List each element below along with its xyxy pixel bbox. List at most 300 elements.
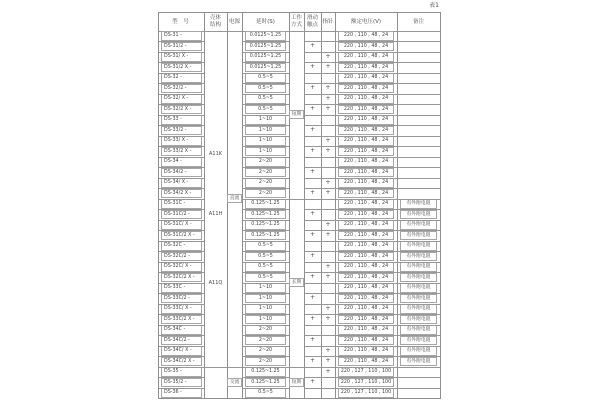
header-remark — [397, 13, 440, 31]
header-delay-label: 延时(S) — [256, 18, 275, 25]
voltage-box: 220 , 127 , 110 , 100 — [338, 367, 394, 377]
model-box: DS-31C/ X - — [161, 220, 202, 230]
slide-contact-cell — [304, 220, 321, 231]
row-separator — [304, 146, 440, 147]
delay-box: 0.125~1.25 — [245, 231, 286, 241]
remark-box: 有外附电阻 — [400, 346, 437, 356]
voltage-cell — [335, 262, 397, 273]
delay-box: 0.5~5 — [245, 241, 286, 251]
slide-contact-cell — [304, 115, 321, 126]
pointer-cell: + — [325, 84, 331, 92]
voltage-cell — [335, 52, 397, 63]
row-separator — [242, 52, 289, 53]
remark-cell — [397, 157, 440, 168]
row-separator — [242, 199, 289, 200]
model-cell — [159, 314, 204, 325]
row-separator — [159, 52, 204, 53]
model-cell — [159, 41, 204, 52]
row-separator — [159, 115, 204, 116]
voltage-box: 220 , 110 , 48 , 24 — [338, 52, 394, 62]
voltage-box: 220 , 110 , 48 , 24 — [338, 294, 394, 304]
header-model — [159, 13, 204, 31]
delay-cell — [242, 167, 289, 178]
pointer-cell: + — [325, 189, 331, 197]
header-voltage — [335, 13, 397, 31]
voltage-box: 220 , 110 , 48 , 24 — [338, 136, 394, 146]
voltage-box: 220 , 110 , 48 , 24 — [338, 273, 394, 283]
pointer-cell — [321, 293, 335, 304]
slide-contact-cell — [304, 367, 321, 378]
remark-box: 有外附电阻 — [400, 210, 437, 220]
model-cell — [159, 377, 204, 388]
header-slide-line2: 触点 — [306, 21, 318, 28]
voltage-cell — [335, 272, 397, 283]
remark-cell — [397, 251, 440, 262]
delay-box: 0.0125~1.25 — [245, 42, 286, 52]
model-box: DS-32 - — [161, 73, 202, 83]
model-cell — [159, 115, 204, 126]
remark-cell — [397, 188, 440, 199]
header-slide-line1: 滑动 — [306, 15, 318, 22]
voltage-cell — [335, 377, 397, 388]
row-separator — [159, 283, 204, 284]
model-box: DS-34C - — [161, 325, 202, 335]
delay-cell — [242, 199, 289, 210]
voltage-cell — [335, 325, 397, 336]
header-pointer-label: 指针 — [322, 18, 334, 25]
delay-cell — [242, 241, 289, 252]
header-shell-line2: 结构 — [209, 21, 221, 28]
spec-table — [158, 12, 441, 399]
voltage-cell — [335, 41, 397, 52]
delay-box: 0.125~1.25 — [245, 367, 286, 377]
pointer-cell: + — [325, 178, 331, 186]
voltage-box: 220 , 110 , 48 , 24 — [338, 220, 394, 230]
pointer-cell — [321, 335, 335, 346]
slide-contact-cell: + — [309, 210, 316, 218]
model-box: DS-33/ X - — [161, 136, 202, 146]
header-duty-line1: 工作 — [290, 15, 302, 22]
duty-short-term-label-2: 短期 — [289, 378, 304, 387]
voltage-cell — [335, 94, 397, 105]
row-separator — [304, 251, 440, 252]
model-box: DS-32/ X - — [161, 94, 202, 104]
model-box: DS-32/2 X - — [161, 105, 202, 115]
row-separator — [304, 136, 440, 137]
slide-contact-cell: + — [309, 273, 316, 281]
model-box: DS-34C/2 - — [161, 336, 202, 346]
voltage-box: 220 , 110 , 48 , 24 — [338, 252, 394, 262]
remark-cell — [397, 199, 440, 210]
model-cell — [159, 220, 204, 231]
voltage-cell — [335, 314, 397, 325]
pointer-cell — [321, 325, 335, 336]
delay-cell — [242, 62, 289, 73]
delay-cell — [242, 52, 289, 63]
delay-cell — [242, 146, 289, 157]
voltage-box: 220 , 110 , 48 , 24 — [338, 42, 394, 52]
pointer-cell: + — [325, 63, 331, 71]
model-cell — [159, 188, 204, 199]
shell-type-a11k: A11K — [208, 151, 223, 157]
voltage-cell — [335, 83, 397, 94]
delay-cell — [242, 188, 289, 199]
row-separator — [242, 209, 289, 210]
voltage-cell — [335, 241, 397, 252]
header-slide-contact — [304, 13, 321, 31]
row-separator — [304, 188, 440, 189]
slide-contact-cell: + — [309, 294, 316, 302]
remark-cell — [397, 94, 440, 105]
voltage-cell — [335, 346, 397, 357]
slide-contact-cell — [304, 73, 321, 84]
model-box: DS-33/2 X - — [161, 147, 202, 157]
remark-box: 有外附电阻 — [400, 325, 437, 335]
delay-box: 2~20 — [245, 157, 286, 167]
row-separator — [159, 230, 204, 231]
row-separator — [242, 230, 289, 231]
delay-box: 0.5~5 — [245, 252, 286, 262]
slide-contact-cell — [304, 304, 321, 315]
row-separator — [304, 377, 440, 378]
pointer-cell — [321, 157, 335, 168]
remark-box: 有外附电阻 — [400, 220, 437, 230]
slide-contact-cell: + — [309, 315, 316, 323]
delay-box: 1~10 — [245, 304, 286, 314]
remark-cell — [397, 62, 440, 73]
voltage-box: 220 , 110 , 48 , 24 — [338, 147, 394, 157]
model-cell — [159, 325, 204, 336]
pointer-cell: + — [325, 315, 331, 323]
delay-cell — [242, 209, 289, 220]
pointer-cell: + — [325, 136, 331, 144]
row-separator — [304, 388, 440, 389]
row-separator — [242, 73, 289, 74]
model-cell — [159, 178, 204, 189]
model-box: DS-34/2 - — [161, 168, 202, 178]
slide-contact-cell — [304, 157, 321, 168]
header-shell-line1: 壳体 — [209, 15, 221, 22]
slide-contact-cell: + — [309, 357, 316, 365]
remark-cell — [397, 31, 440, 42]
slide-contact-cell: + — [309, 252, 316, 260]
voltage-box: 220 , 110 , 48 , 24 — [338, 199, 394, 209]
slide-contact-cell: + — [309, 378, 316, 386]
model-box: DS-31/ X - — [161, 52, 202, 62]
delay-box: 2~20 — [245, 325, 286, 335]
delay-box: 2~20 — [245, 189, 286, 199]
model-box: DS-34/ X - — [161, 178, 202, 188]
model-box: DS-32C/2 X - — [161, 273, 202, 283]
voltage-cell — [335, 335, 397, 346]
row-separator — [159, 125, 204, 126]
model-box: DS-32C - — [161, 241, 202, 251]
remark-cell — [397, 104, 440, 115]
remark-box: 有外附电阻 — [400, 199, 437, 209]
delay-box: 0.5~5 — [245, 388, 286, 398]
voltage-box: 220 , 110 , 48 , 24 — [338, 262, 394, 272]
voltage-cell — [335, 157, 397, 168]
model-cell — [159, 230, 204, 241]
pointer-cell: + — [325, 94, 331, 102]
remark-cell — [397, 52, 440, 63]
row-separator — [304, 94, 440, 95]
remark-box: 有外附电阻 — [400, 357, 437, 367]
row-separator — [159, 157, 204, 158]
remark-cell — [397, 125, 440, 136]
delay-box: 0.125~1.25 — [245, 199, 286, 209]
slide-contact-cell — [304, 178, 321, 189]
row-separator — [304, 209, 440, 210]
row-separator — [242, 115, 289, 116]
remark-cell — [397, 283, 440, 294]
remark-cell — [397, 41, 440, 52]
row-separator — [304, 346, 440, 347]
row-separator — [159, 377, 204, 378]
power-dc-label: 直流 — [227, 194, 242, 203]
row-separator — [242, 104, 289, 105]
voltage-cell — [335, 115, 397, 126]
model-box: DS-33C/2 - — [161, 294, 202, 304]
delay-cell — [242, 41, 289, 52]
row-separator — [304, 335, 440, 336]
slide-contact-cell: + — [309, 231, 316, 239]
row-separator — [304, 367, 440, 368]
pointer-cell — [321, 199, 335, 210]
row-separator — [242, 251, 289, 252]
delay-cell — [242, 31, 289, 42]
pointer-cell — [321, 377, 335, 388]
header-pointer — [321, 13, 335, 31]
voltage-cell — [335, 62, 397, 73]
remark-cell — [397, 115, 440, 126]
voltage-box: 220 , 127 , 110 , 100 — [338, 388, 394, 398]
remark-cell — [397, 388, 440, 399]
voltage-box: 220 , 110 , 48 , 24 — [338, 31, 394, 41]
row-separator — [242, 62, 289, 63]
row-separator — [159, 367, 204, 368]
model-cell — [159, 94, 204, 105]
delay-box: 0.5~5 — [245, 84, 286, 94]
delay-box: 2~20 — [245, 357, 286, 367]
delay-cell — [242, 304, 289, 315]
row-separator — [159, 272, 204, 273]
remark-cell — [397, 377, 440, 388]
model-cell — [159, 304, 204, 315]
delay-cell — [242, 73, 289, 84]
remark-cell — [397, 146, 440, 157]
voltage-cell — [335, 367, 397, 378]
voltage-cell — [335, 104, 397, 115]
pointer-cell — [321, 241, 335, 252]
voltage-cell — [335, 125, 397, 136]
voltage-box: 220 , 110 , 48 , 24 — [338, 115, 394, 125]
row-separator — [304, 62, 440, 63]
pointer-cell: + — [325, 231, 331, 239]
row-separator — [159, 199, 204, 200]
row-separator — [159, 73, 204, 74]
model-cell — [159, 136, 204, 147]
voltage-cell — [335, 251, 397, 262]
header-duty-line2: 方式 — [290, 21, 302, 28]
delay-box: 2~20 — [245, 168, 286, 178]
row-separator — [242, 314, 289, 315]
delay-box: 0.125~1.25 — [245, 378, 286, 388]
model-box: DS-36 - — [161, 388, 202, 398]
voltage-box: 220 , 110 , 48 , 24 — [338, 336, 394, 346]
voltage-box: 220 , 110 , 48 , 24 — [338, 105, 394, 115]
row-separator — [304, 115, 440, 116]
model-box: DS-31C/2 X - — [161, 231, 202, 241]
voltage-cell — [335, 230, 397, 241]
model-cell — [159, 293, 204, 304]
delay-box: 0.5~5 — [245, 105, 286, 115]
delay-box: 0.5~5 — [245, 94, 286, 104]
duty-long-term-label: 长期 — [289, 278, 304, 287]
voltage-box: 220 , 110 , 48 , 24 — [338, 84, 394, 94]
header-model-label: 型 号 — [172, 18, 191, 25]
slide-contact-cell: + — [309, 168, 316, 176]
row-separator — [242, 335, 289, 336]
remark-box: 有外附电阻 — [400, 262, 437, 272]
model-box: DS-31/2 X - — [161, 63, 202, 73]
pointer-cell — [321, 283, 335, 294]
delay-cell — [242, 115, 289, 126]
delay-box: 0.125~1.25 — [245, 210, 286, 220]
slide-contact-cell — [304, 283, 321, 294]
pointer-cell: + — [325, 304, 331, 312]
delay-box: 2~20 — [245, 336, 286, 346]
delay-box: 0.125~1.25 — [245, 220, 286, 230]
voltage-box: 220 , 110 , 48 , 24 — [338, 346, 394, 356]
header-remark-label: 备注 — [412, 18, 424, 25]
delay-cell — [242, 272, 289, 283]
voltage-box: 220 , 110 , 48 , 24 — [338, 210, 394, 220]
model-cell — [159, 167, 204, 178]
delay-cell — [242, 388, 289, 399]
remark-box: 有外附电阻 — [400, 294, 437, 304]
row-separator — [242, 272, 289, 273]
row-separator — [242, 283, 289, 284]
delay-cell — [242, 157, 289, 168]
model-cell — [159, 83, 204, 94]
slide-contact-cell: + — [309, 84, 316, 92]
row-separator — [242, 346, 289, 347]
delay-box: 1~10 — [245, 126, 286, 136]
pointer-cell: + — [325, 52, 331, 60]
model-box: DS-34/2 X - — [161, 189, 202, 199]
row-separator — [159, 167, 204, 168]
pointer-cell — [321, 388, 335, 399]
row-separator — [304, 41, 440, 42]
remark-box: 有外附电阻 — [400, 336, 437, 346]
model-cell — [159, 104, 204, 115]
row-separator — [159, 335, 204, 336]
delay-box: 1~10 — [245, 315, 286, 325]
row-separator — [242, 367, 289, 368]
delay-cell — [242, 262, 289, 273]
power-ac-label: 交流 — [227, 378, 242, 387]
delay-box: 0.0125~1.25 — [245, 31, 286, 41]
model-box: DS-33 - — [161, 115, 202, 125]
row-separator — [242, 262, 289, 263]
shell-type-a11h: A11H — [208, 211, 223, 217]
voltage-box: 220 , 110 , 48 , 24 — [338, 178, 394, 188]
remark-cell — [397, 304, 440, 315]
remark-box: 有外附电阻 — [400, 283, 437, 293]
voltage-box: 220 , 110 , 48 , 24 — [338, 241, 394, 251]
row-separator — [242, 377, 289, 378]
delay-box: 1~10 — [245, 294, 286, 304]
slide-contact-cell — [304, 262, 321, 273]
pointer-cell — [321, 167, 335, 178]
model-box: DS-34C/2 X - — [161, 357, 202, 367]
row-separator — [159, 94, 204, 95]
slide-contact-cell: + — [309, 63, 316, 71]
delay-cell — [242, 314, 289, 325]
delay-cell — [242, 325, 289, 336]
voltage-cell — [335, 178, 397, 189]
delay-cell — [242, 94, 289, 105]
shell-type-a11q: A11Q — [208, 280, 223, 286]
row-separator — [304, 104, 440, 105]
row-separator — [159, 83, 204, 84]
row-separator — [159, 356, 204, 357]
remark-cell — [397, 241, 440, 252]
slide-contact-cell — [304, 136, 321, 147]
row-separator — [242, 241, 289, 242]
delay-cell — [242, 367, 289, 378]
voltage-box: 220 , 110 , 48 , 24 — [338, 73, 394, 83]
header-power — [227, 13, 242, 31]
delay-cell — [242, 377, 289, 388]
model-cell — [159, 283, 204, 294]
voltage-cell — [335, 73, 397, 84]
row-separator — [304, 125, 440, 126]
row-separator — [304, 293, 440, 294]
remark-cell — [397, 272, 440, 283]
model-box: DS-32C/ X - — [161, 262, 202, 272]
delay-box: 0.0125~1.25 — [245, 63, 286, 73]
delay-cell — [242, 346, 289, 357]
model-box: DS-33C/2 X - — [161, 315, 202, 325]
voltage-cell — [335, 188, 397, 199]
row-separator — [242, 220, 289, 221]
slide-contact-cell — [304, 388, 321, 399]
delay-cell — [242, 356, 289, 367]
pointer-cell — [321, 73, 335, 84]
row-separator — [304, 178, 440, 179]
model-box: DS-32/2 - — [161, 84, 202, 94]
row-separator — [159, 388, 204, 389]
voltage-cell — [335, 388, 397, 399]
slide-contact-cell: + — [309, 126, 316, 134]
delay-cell — [242, 136, 289, 147]
voltage-box: 220 , 110 , 48 , 24 — [338, 315, 394, 325]
delay-box: 1~10 — [245, 147, 286, 157]
model-box: DS-31/2 - — [161, 42, 202, 52]
model-box: DS-35/2 - — [161, 378, 202, 388]
model-box: DS-33/2 - — [161, 126, 202, 136]
power-dc-cell — [227, 31, 242, 367]
slide-contact-cell: + — [309, 42, 316, 50]
model-box: DS-31C - — [161, 199, 202, 209]
duty-short-term-cell-1 — [289, 31, 304, 199]
pointer-cell: + — [325, 357, 331, 365]
pointer-cell — [321, 125, 335, 136]
row-separator — [159, 346, 204, 347]
voltage-box: 220 , 110 , 48 , 24 — [338, 304, 394, 314]
